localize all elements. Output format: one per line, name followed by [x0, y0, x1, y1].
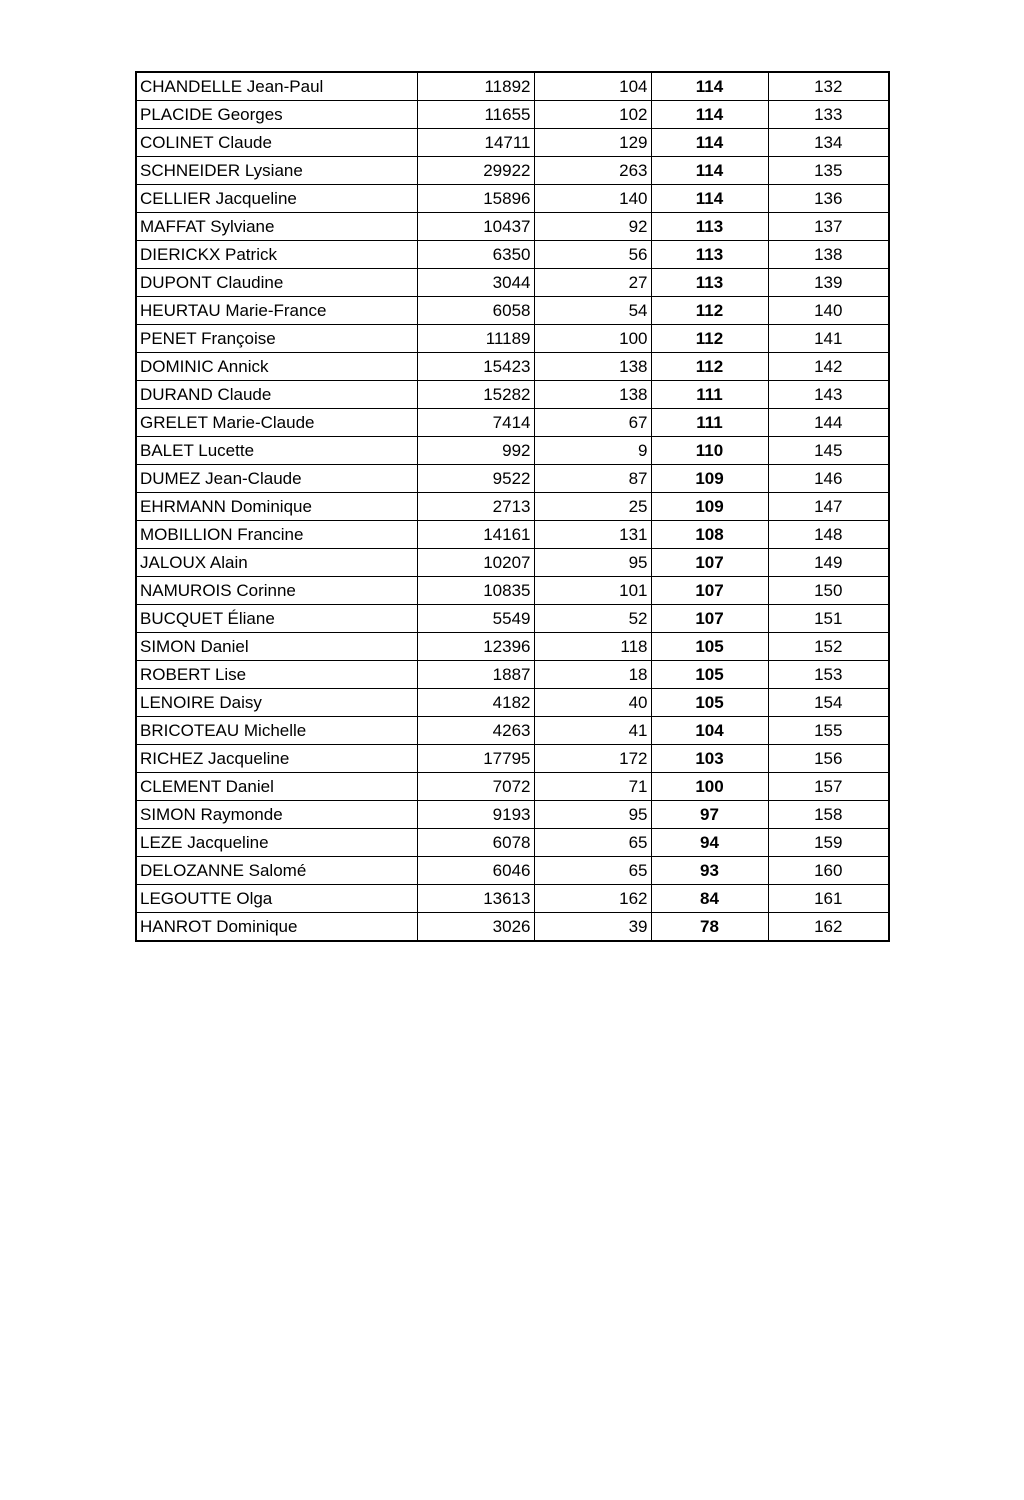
rank-cell: 141	[768, 325, 889, 353]
participant-name-cell: LEGOUTTE Olga	[136, 885, 417, 913]
second-value-cell: 39	[534, 913, 651, 942]
score-cell: 84	[651, 885, 768, 913]
second-value-cell: 65	[534, 829, 651, 857]
participant-name-cell: DUMEZ Jean-Claude	[136, 465, 417, 493]
table-row	[136, 745, 889, 773]
second-value-cell: 101	[534, 577, 651, 605]
first-value-cell: 3044	[417, 269, 534, 297]
score-cell: 111	[651, 409, 768, 437]
participant-name-cell: DOMINIC Annick	[136, 353, 417, 381]
first-value-cell: 9193	[417, 801, 534, 829]
rank-cell: 156	[768, 745, 889, 773]
rank-cell: 152	[768, 633, 889, 661]
score-cell: 105	[651, 633, 768, 661]
first-value-cell: 992	[417, 437, 534, 465]
second-value-cell: 52	[534, 605, 651, 633]
first-value-cell: 13613	[417, 885, 534, 913]
score-cell: 114	[651, 157, 768, 185]
rank-cell: 159	[768, 829, 889, 857]
score-cell: 114	[651, 185, 768, 213]
results-table	[135, 71, 890, 942]
table-row	[136, 689, 889, 717]
score-cell: 107	[651, 605, 768, 633]
rank-cell: 143	[768, 381, 889, 409]
table-row	[136, 773, 889, 801]
participant-name-cell: PLACIDE Georges	[136, 101, 417, 129]
first-value-cell: 14161	[417, 521, 534, 549]
table-row	[136, 297, 889, 325]
second-value-cell: 102	[534, 101, 651, 129]
score-cell: 111	[651, 381, 768, 409]
score-cell: 113	[651, 241, 768, 269]
table-row	[136, 129, 889, 157]
participant-name-cell: HEURTAU Marie-France	[136, 297, 417, 325]
score-cell: 114	[651, 72, 768, 101]
score-cell: 114	[651, 129, 768, 157]
first-value-cell: 15282	[417, 381, 534, 409]
score-cell: 113	[651, 269, 768, 297]
table-row	[136, 157, 889, 185]
participant-name-cell: MAFFAT Sylviane	[136, 213, 417, 241]
second-value-cell: 9	[534, 437, 651, 465]
rank-cell: 153	[768, 661, 889, 689]
rank-cell: 148	[768, 521, 889, 549]
score-cell: 112	[651, 325, 768, 353]
table-row	[136, 633, 889, 661]
first-value-cell: 11189	[417, 325, 534, 353]
table-row	[136, 381, 889, 409]
participant-name-cell: COLINET Claude	[136, 129, 417, 157]
score-cell: 108	[651, 521, 768, 549]
first-value-cell: 4263	[417, 717, 534, 745]
rank-cell: 160	[768, 857, 889, 885]
participant-name-cell: MOBILLION Francine	[136, 521, 417, 549]
first-value-cell: 17795	[417, 745, 534, 773]
rank-cell: 145	[768, 437, 889, 465]
rank-cell: 133	[768, 101, 889, 129]
first-value-cell: 6058	[417, 297, 534, 325]
first-value-cell: 14711	[417, 129, 534, 157]
first-value-cell: 29922	[417, 157, 534, 185]
score-cell: 104	[651, 717, 768, 745]
score-cell: 112	[651, 353, 768, 381]
first-value-cell: 6046	[417, 857, 534, 885]
table-row	[136, 465, 889, 493]
first-value-cell: 15896	[417, 185, 534, 213]
second-value-cell: 40	[534, 689, 651, 717]
rank-cell: 140	[768, 297, 889, 325]
rank-cell: 134	[768, 129, 889, 157]
rank-cell: 151	[768, 605, 889, 633]
rank-cell: 144	[768, 409, 889, 437]
score-cell: 94	[651, 829, 768, 857]
score-cell: 100	[651, 773, 768, 801]
table-row	[136, 72, 889, 101]
table-row	[136, 857, 889, 885]
first-value-cell: 2713	[417, 493, 534, 521]
second-value-cell: 41	[534, 717, 651, 745]
first-value-cell: 9522	[417, 465, 534, 493]
second-value-cell: 138	[534, 381, 651, 409]
first-value-cell: 1887	[417, 661, 534, 689]
table-row	[136, 521, 889, 549]
rank-cell: 155	[768, 717, 889, 745]
table-row	[136, 101, 889, 129]
first-value-cell: 10437	[417, 213, 534, 241]
second-value-cell: 67	[534, 409, 651, 437]
score-cell: 112	[651, 297, 768, 325]
first-value-cell: 12396	[417, 633, 534, 661]
second-value-cell: 54	[534, 297, 651, 325]
score-cell: 105	[651, 661, 768, 689]
rank-cell: 138	[768, 241, 889, 269]
second-value-cell: 95	[534, 549, 651, 577]
table-row	[136, 185, 889, 213]
participant-name-cell: PENET Françoise	[136, 325, 417, 353]
table-row	[136, 605, 889, 633]
table-row	[136, 577, 889, 605]
second-value-cell: 172	[534, 745, 651, 773]
participant-name-cell: ROBERT Lise	[136, 661, 417, 689]
rank-cell: 135	[768, 157, 889, 185]
participant-name-cell: LEZE Jacqueline	[136, 829, 417, 857]
second-value-cell: 129	[534, 129, 651, 157]
participant-name-cell: NAMUROIS Corinne	[136, 577, 417, 605]
table-row	[136, 913, 889, 942]
table-row	[136, 801, 889, 829]
participant-name-cell: DURAND Claude	[136, 381, 417, 409]
score-cell: 78	[651, 913, 768, 942]
rank-cell: 149	[768, 549, 889, 577]
second-value-cell: 65	[534, 857, 651, 885]
second-value-cell: 104	[534, 72, 651, 101]
participant-name-cell: DUPONT Claudine	[136, 269, 417, 297]
table-row	[136, 437, 889, 465]
table-row	[136, 269, 889, 297]
first-value-cell: 7414	[417, 409, 534, 437]
second-value-cell: 56	[534, 241, 651, 269]
second-value-cell: 131	[534, 521, 651, 549]
participant-name-cell: SIMON Daniel	[136, 633, 417, 661]
table-row	[136, 885, 889, 913]
first-value-cell: 5549	[417, 605, 534, 633]
participant-name-cell: BUCQUET Éliane	[136, 605, 417, 633]
score-cell: 97	[651, 801, 768, 829]
table-row	[136, 717, 889, 745]
score-cell: 105	[651, 689, 768, 717]
rank-cell: 146	[768, 465, 889, 493]
second-value-cell: 92	[534, 213, 651, 241]
rank-cell: 158	[768, 801, 889, 829]
table-row	[136, 829, 889, 857]
participant-name-cell: RICHEZ Jacqueline	[136, 745, 417, 773]
rank-cell: 139	[768, 269, 889, 297]
table-row	[136, 661, 889, 689]
participant-name-cell: GRELET Marie-Claude	[136, 409, 417, 437]
rank-cell: 162	[768, 913, 889, 942]
first-value-cell: 3026	[417, 913, 534, 942]
score-cell: 110	[651, 437, 768, 465]
participant-name-cell: DIERICKX Patrick	[136, 241, 417, 269]
first-value-cell: 15423	[417, 353, 534, 381]
participant-name-cell: LENOIRE Daisy	[136, 689, 417, 717]
score-cell: 109	[651, 465, 768, 493]
first-value-cell: 10835	[417, 577, 534, 605]
participant-name-cell: SCHNEIDER Lysiane	[136, 157, 417, 185]
score-cell: 107	[651, 549, 768, 577]
table-row	[136, 409, 889, 437]
score-cell: 114	[651, 101, 768, 129]
rank-cell: 142	[768, 353, 889, 381]
first-value-cell: 7072	[417, 773, 534, 801]
second-value-cell: 95	[534, 801, 651, 829]
first-value-cell: 4182	[417, 689, 534, 717]
second-value-cell: 138	[534, 353, 651, 381]
second-value-cell: 18	[534, 661, 651, 689]
rank-cell: 157	[768, 773, 889, 801]
second-value-cell: 118	[534, 633, 651, 661]
score-cell: 109	[651, 493, 768, 521]
second-value-cell: 263	[534, 157, 651, 185]
rank-cell: 137	[768, 213, 889, 241]
score-cell: 113	[651, 213, 768, 241]
participant-name-cell: DELOZANNE Salomé	[136, 857, 417, 885]
score-cell: 93	[651, 857, 768, 885]
participant-name-cell: BALET Lucette	[136, 437, 417, 465]
participant-name-cell: HANROT Dominique	[136, 913, 417, 942]
rank-cell: 161	[768, 885, 889, 913]
table-row	[136, 353, 889, 381]
rank-cell: 154	[768, 689, 889, 717]
participant-name-cell: BRICOTEAU Michelle	[136, 717, 417, 745]
participant-name-cell: EHRMANN Dominique	[136, 493, 417, 521]
first-value-cell: 11655	[417, 101, 534, 129]
second-value-cell: 140	[534, 185, 651, 213]
second-value-cell: 27	[534, 269, 651, 297]
table-row	[136, 213, 889, 241]
second-value-cell: 162	[534, 885, 651, 913]
rank-cell: 136	[768, 185, 889, 213]
first-value-cell: 6350	[417, 241, 534, 269]
rank-cell: 150	[768, 577, 889, 605]
participant-name-cell: CELLIER Jacqueline	[136, 185, 417, 213]
score-cell: 107	[651, 577, 768, 605]
participant-name-cell: JALOUX Alain	[136, 549, 417, 577]
second-value-cell: 25	[534, 493, 651, 521]
participant-name-cell: CLEMENT Daniel	[136, 773, 417, 801]
rank-cell: 132	[768, 72, 889, 101]
first-value-cell: 6078	[417, 829, 534, 857]
participant-name-cell: SIMON Raymonde	[136, 801, 417, 829]
score-cell: 103	[651, 745, 768, 773]
table-row	[136, 241, 889, 269]
rank-cell: 147	[768, 493, 889, 521]
second-value-cell: 100	[534, 325, 651, 353]
second-value-cell: 71	[534, 773, 651, 801]
table-row	[136, 493, 889, 521]
first-value-cell: 10207	[417, 549, 534, 577]
first-value-cell: 11892	[417, 72, 534, 101]
table-row	[136, 325, 889, 353]
participant-name-cell: CHANDELLE Jean-Paul	[136, 72, 417, 101]
second-value-cell: 87	[534, 465, 651, 493]
table-row	[136, 549, 889, 577]
results-table-body	[136, 72, 889, 941]
